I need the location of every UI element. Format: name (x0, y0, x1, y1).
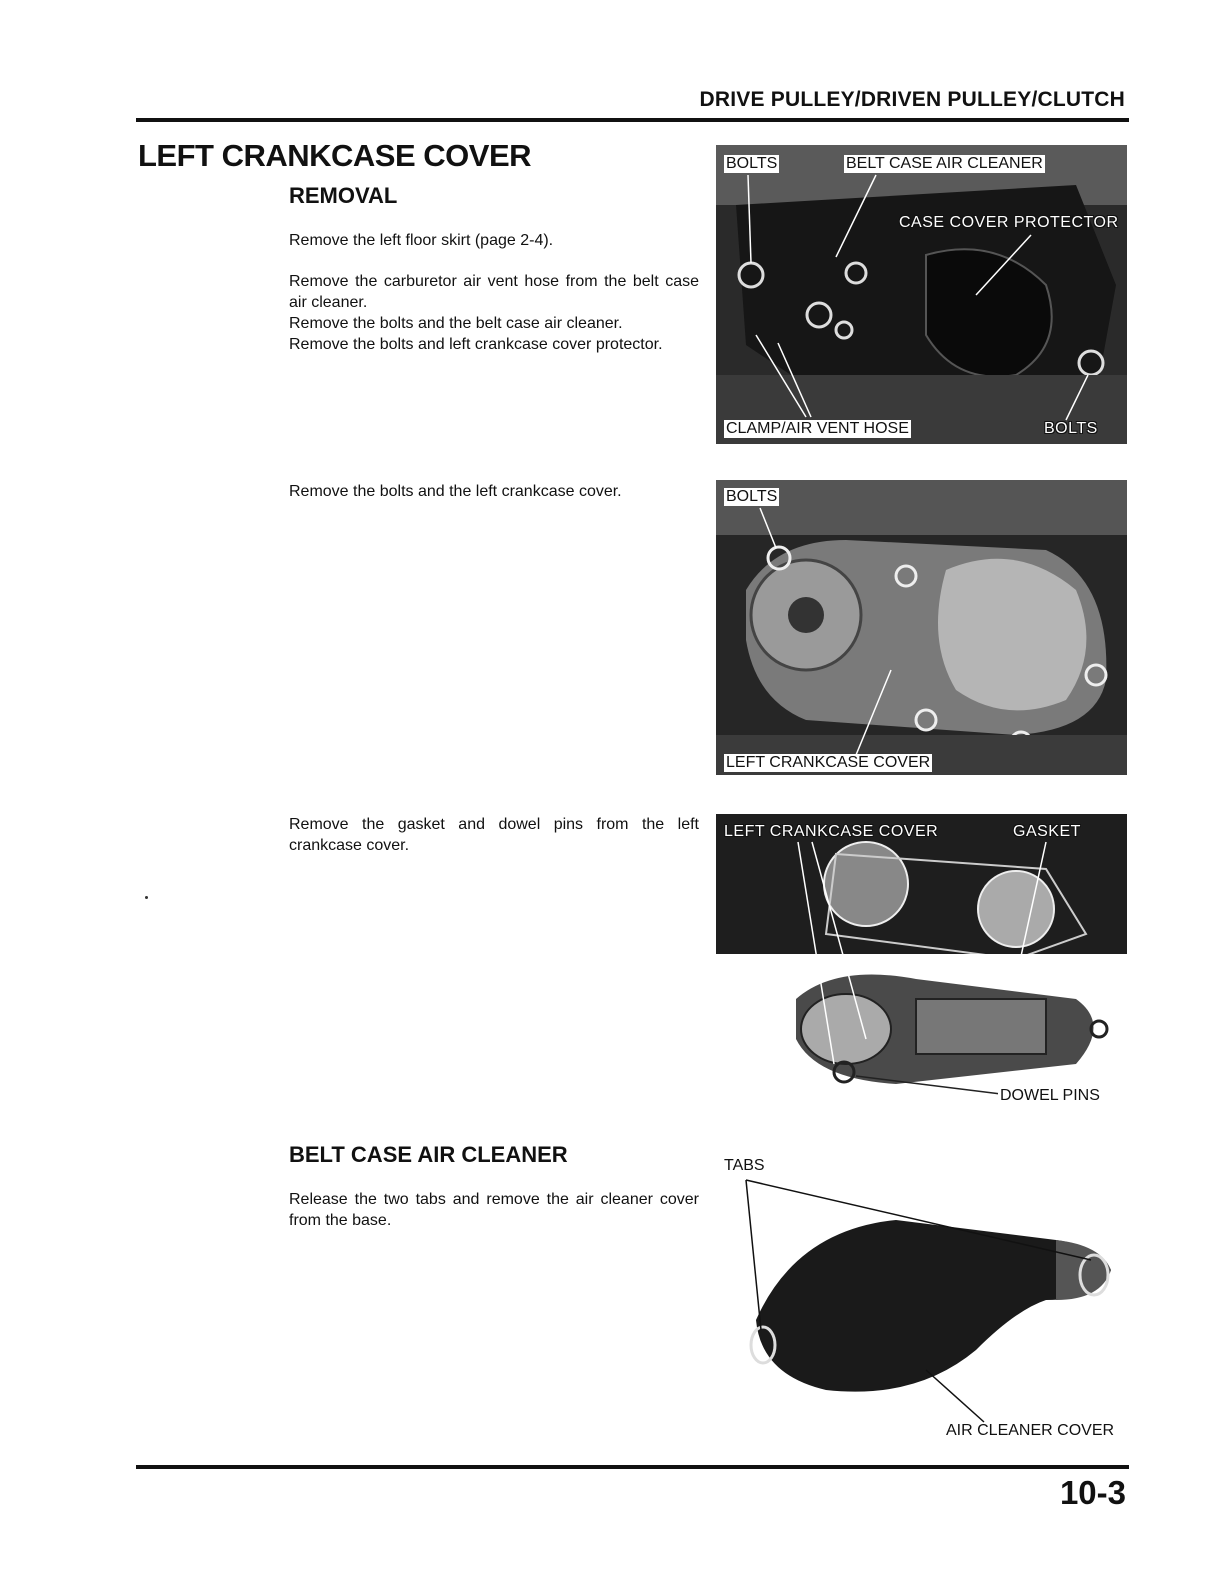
figure-crankcase-cover-removal (716, 480, 1127, 775)
label-bolts: BOLTS (726, 155, 778, 172)
label-case-cover-protector: CASE COVER PROTECTOR (899, 214, 1119, 231)
removal-heading: REMOVAL (289, 183, 398, 208)
figure-air-cleaner-cover (716, 1150, 1127, 1450)
belt-case-air-cleaner-heading: BELT CASE AIR CLEANER (289, 1142, 568, 1167)
section-title: LEFT CRANKCASE COVER (138, 138, 532, 173)
page-number: 10-3 (1059, 1474, 1126, 1511)
header-rule (136, 118, 1129, 122)
step-remove-gasket (289, 814, 699, 856)
step-text: Remove the bolts and the belt case air cleaner. (289, 315, 623, 332)
running-header: DRIVE PULLEY/DRIVEN PULLEY/CLUTCH (699, 88, 1125, 111)
step-release-tabs (289, 1189, 699, 1231)
step-text: Remove the left floor skirt (page 2-4). (289, 232, 554, 249)
figure-air-cleaner-removal (716, 145, 1127, 444)
label-left-crankcase-cover: LEFT CRANKCASE COVER (726, 754, 931, 771)
label-tabs: TABS (724, 1157, 765, 1174)
label-bolts: BOLTS (1044, 420, 1098, 437)
label-clamp-air-vent-hose: CLAMP/AIR VENT HOSE (726, 420, 909, 437)
figure-gasket-dowel-pins (716, 814, 1127, 1108)
step-text: Release the two tabs and remove the air cleaner cover from the base. (289, 1191, 699, 1229)
step-remove-air-cleaner (289, 271, 699, 355)
label-left-crankcase-cover: LEFT CRANKCASE COVER (724, 823, 939, 840)
label-air-cleaner-cover: AIR CLEANER COVER (946, 1422, 1115, 1439)
label-gasket: GASKET (1013, 823, 1081, 840)
photo-gasket (716, 814, 1127, 1108)
photo-engine-left-side (716, 145, 1127, 444)
step-remove-floor-skirt (289, 230, 699, 251)
scan-speck (145, 896, 148, 899)
label-dowel-pins: DOWEL PINS (1000, 1087, 1100, 1104)
step-text: Remove the gasket and dowel pins from the left crankcase cover. (289, 816, 699, 854)
step-text: Remove the carburetor air vent hose from the belt case air cleaner. (289, 273, 699, 311)
label-bolts: BOLTS (726, 488, 778, 505)
step-text: Remove the bolts and the left crankcase cover. (289, 483, 622, 500)
footer-rule (136, 1465, 1129, 1469)
photo-crankcase-cover (716, 480, 1127, 775)
step-remove-crankcase-cover (289, 481, 699, 502)
step-text: Remove the bolts and left crankcase cover protector. (289, 336, 663, 353)
photo-air-cleaner-cover (716, 1150, 1127, 1450)
label-belt-case-air-cleaner: BELT CASE AIR CLEANER (846, 155, 1043, 172)
